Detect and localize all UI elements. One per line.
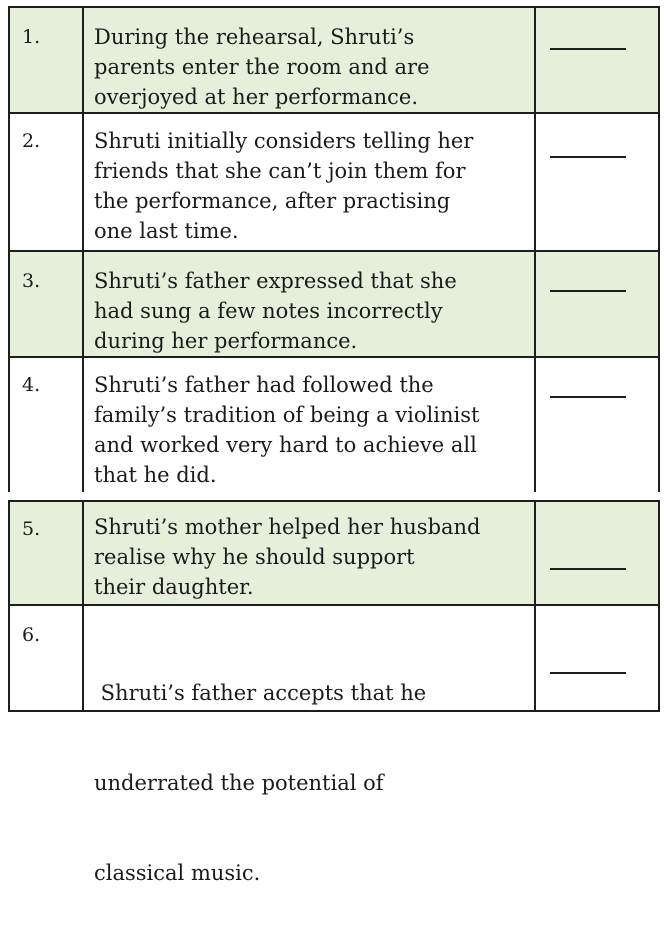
answer-blank[interactable] <box>550 396 626 398</box>
row-number: 6. <box>22 624 41 646</box>
column-divider <box>82 114 84 250</box>
table-row-6 <box>10 606 658 885</box>
statement-text <box>94 512 530 602</box>
row-number: 3. <box>22 270 41 292</box>
row-number: 5. <box>22 518 41 540</box>
row-number: 4. <box>22 374 41 396</box>
answer-blank[interactable] <box>550 48 626 50</box>
statement-line: During the rehearsal, Shruti’s <box>94 25 415 49</box>
column-divider <box>82 8 84 112</box>
statement-line: parents enter the room and are <box>94 55 430 79</box>
answer-blank[interactable] <box>550 156 626 158</box>
row-number: 1. <box>22 26 41 48</box>
statement-line: Shruti’s father expressed that she <box>94 269 457 293</box>
statement-line: Shruti’s mother helped her husband <box>94 515 481 539</box>
statement-text <box>94 266 530 356</box>
column-divider <box>82 502 84 604</box>
column-divider <box>534 606 536 710</box>
table-row-3 <box>10 252 658 358</box>
answer-blank[interactable] <box>550 672 626 674</box>
statement-line: their daughter. <box>94 575 254 599</box>
statement-line: Shruti’s father had followed the <box>94 373 434 397</box>
statement-text <box>94 370 530 490</box>
column-divider <box>534 502 536 604</box>
statement-line: Shruti initially considers telling her <box>94 129 474 153</box>
column-divider <box>82 358 84 492</box>
statement-line: and worked very hard to achieve all <box>94 433 477 457</box>
table-row-1 <box>10 8 658 114</box>
column-divider <box>534 8 536 112</box>
column-divider <box>82 606 84 710</box>
statement-text <box>94 618 530 948</box>
column-divider <box>534 252 536 356</box>
column-divider <box>534 114 536 250</box>
answer-blank[interactable] <box>550 568 626 570</box>
statement-line: one last time. <box>94 219 239 243</box>
statements-table-lower <box>8 500 660 885</box>
statement-line: the performance, after practising <box>94 189 451 213</box>
table-row-5 <box>10 502 658 606</box>
statement-line: that he did. <box>94 463 217 487</box>
table-row-4 <box>10 358 658 492</box>
answer-blank[interactable] <box>550 290 626 292</box>
statement-line: during her performance. <box>94 329 358 353</box>
column-divider <box>82 252 84 356</box>
statement-line: had sung a few notes incorrectly <box>94 299 443 323</box>
statement-line: family’s tradition of being a violinist <box>94 403 480 427</box>
statement-line: Shruti’s father accepts that he <box>94 681 427 705</box>
statements-table-upper <box>8 6 660 492</box>
statement-line: underrated the potential of <box>94 771 384 795</box>
statement-line: realise why he should support <box>94 545 415 569</box>
row-number: 2. <box>22 130 41 152</box>
statement-line: classical music. <box>94 861 261 885</box>
statement-line: overjoyed at her performance. <box>94 85 419 109</box>
statement-line: friends that she can’t join them for <box>94 159 466 183</box>
column-divider <box>534 358 536 492</box>
statement-text <box>94 22 530 112</box>
statement-text <box>94 126 530 246</box>
table-row-2 <box>10 114 658 252</box>
